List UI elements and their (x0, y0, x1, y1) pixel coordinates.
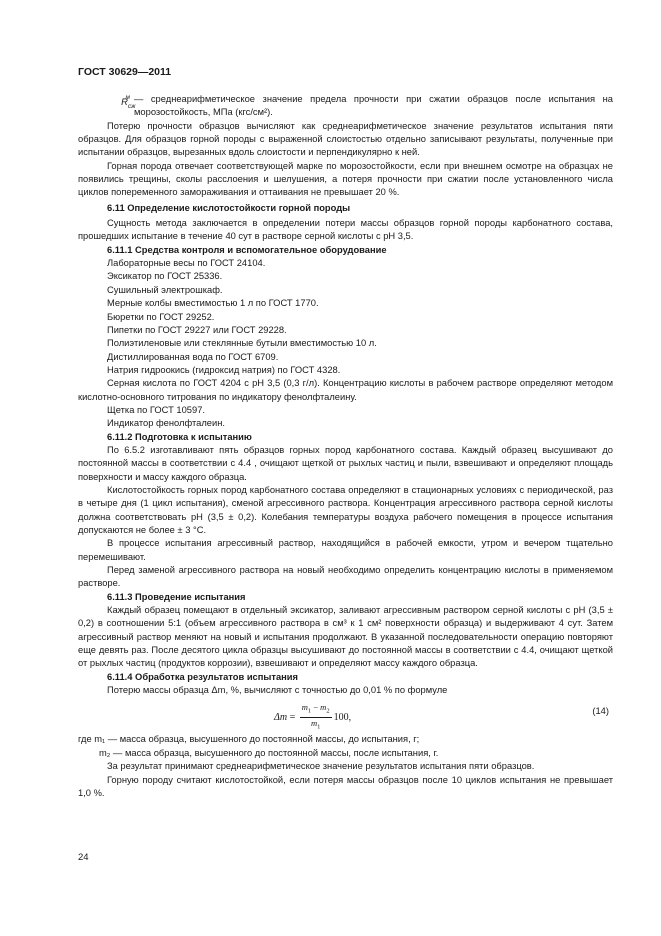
paragraph: Серная кислота по ГОСТ 4204 с pH 3,5 (0,3 г/л). Концентрацию кислоты в рабочем растворе определяют методом кислотно-основного титрования по индикатору фенолфталеину. (78, 378, 613, 402)
definition-text: — среднеарифметическое значение предела прочности при сжатии образцов после испытания на морозостойкость, МПа (кгс/см²). (134, 94, 613, 118)
equipment-item: Индикатор фенолфталеин. (107, 418, 225, 429)
paragraph: В процессе испытания агрессивный раствор, находящийся в рабочей емкости, утром и вечером тщательно перемешивают. (78, 538, 613, 562)
symbol-rszh: $R_{сж}^м$ (121, 94, 136, 110)
equipment-item: Эксикатор по ГОСТ 25336. (107, 271, 223, 282)
equipment-item: Щетка по ГОСТ 10597. (107, 404, 205, 415)
where-m1: где m₁ — масса образца, высушенного до постоянной массы, до испытания, г; (78, 734, 420, 745)
section-heading-6-11-3: 6.11.3 Проведение испытания (107, 591, 246, 602)
equipment-item: Бюретки по ГОСТ 29252. (107, 311, 215, 322)
section-heading-6-11-4: 6.11.4 Обработка результатов испытания (107, 671, 298, 682)
equipment-item: Мерные колбы вместимостью 1 л по ГОСТ 1770. (107, 298, 319, 309)
equipment-item: Лабораторные весы по ГОСТ 24104. (107, 258, 266, 269)
formula-number: (14) (592, 706, 609, 717)
formula-expression: Δm = $\frac{m_1 - m_2}{m_1}$ 100, (274, 702, 352, 731)
paragraph: Горную породу считают кислотостойкой, если потеря массы образцов после 10 циклов испытания не превышает 1,0 %. (78, 774, 613, 798)
section-heading-6-11: 6.11 Определение кислотостойкости горной породы (107, 202, 351, 213)
paragraph: Потерю массы образца Δm, %, вычисляют с точностью до 0,01 % по формуле (107, 685, 448, 696)
page-number: 24 (78, 852, 89, 863)
equipment-item: Натрия гидроокись (гидроксид натрия) по ГОСТ 4328. (107, 364, 341, 375)
equipment-item: Полиэтиленовые или стеклянные бутыли вместимостью 10 л. (107, 338, 377, 349)
equipment-item: Сушильный электрошкаф. (107, 284, 223, 295)
paragraph: Кислотостойкость горных пород карбонатного состава определяют в стационарных условиях с периодической, раз в четыре дня (1 цикл испытания), сменой агрессивного раствора. Концентрация агрессивного раствора серной кислоты должна соответствовать pH (3,5 ± 0,2). Колебания температуры воздуха рабочего помещения в процессе испытания допускаются не более ± 3 °С. (78, 484, 613, 535)
paragraph: Сущность метода заключается в определении потери массы образцов горной породы карбонатного состава, прошедших испытание в течение 40 сут в растворе серной кислоты с pH 3,5. (78, 218, 613, 242)
paragraph: Потерю прочности образцов вычисляют как среднеарифметическое значение результатов испытания пяти образцов. Для образцов горной породы с выраженной слоистостью отдельно записывают результаты, полученные при испытании образцов, вырезанных вдоль слоистости и перпендикулярно к ней. (78, 120, 613, 158)
section-heading-6-11-2: 6.11.2 Подготовка к испытанию (107, 431, 252, 442)
where-m2: m₂ — масса образца, высушенного до постоянной массы, после испытания, г. (99, 747, 439, 758)
formula-fraction: $\frac{m_1 - m_2}{m_1}$ (301, 702, 330, 731)
paragraph: Горная порода отвечает соответствующей марке по морозостойкости, если при внешнем осмотре на образцах не появились трещины, сколы расслоения и шелушения, а потеря прочности при сжатии после установленного числа циклов попеременного замораживания и оттаивания не превышает 20 %. (78, 160, 613, 198)
paragraph: За результат принимают среднеарифметическое значение результатов испытания пяти образцов. (107, 761, 535, 772)
section-heading-6-11-1: 6.11.1 Средства контроля и вспомогательное оборудование (107, 244, 387, 255)
equipment-item: Пипетки по ГОСТ 29227 или ГОСТ 29228. (107, 324, 287, 335)
paragraph: Перед заменой агрессивного раствора на новый необходимо определить концентрацию кислоты в применяемом растворе. (78, 565, 613, 589)
page-content (78, 93, 613, 800)
formula-14 (78, 699, 613, 729)
document-header: ГОСТ 30629—2011 (78, 66, 172, 78)
equipment-item: Дистиллированная вода по ГОСТ 6709. (107, 351, 279, 362)
paragraph: По 6.5.2 изготавливают пять образцов горных пород карбонатного состава. Каждый образец высушивают до постоянной массы в соответствии с 4.4 , очищают щеткой от рыхлых частиц и пыли, взвешивают и определяют площадь поверхности и массу каждого образца. (78, 444, 613, 482)
definition-rszh (78, 93, 613, 120)
paragraph: Каждый образец помещают в отдельный эксикатор, заливают агрессивным раствором серной кислоты с pH (3,5 ± 0,2) в соотношении 5:1 (объем агрессивного раствора в см³ к 1 см² поверхности образца) и выдерживают 4 сут. Затем агрессивный раствор меняют на новый и испытания продолжают. В указанной последовательности операцию повторяют еще девять раз. После десятого цикла образцы высушивают до постоянной массы в соответствии с 4.4, очищают щеткой от рыхлых частиц (продуктов коррозии), взвешивают и определяют массу каждого образца. (78, 605, 613, 669)
